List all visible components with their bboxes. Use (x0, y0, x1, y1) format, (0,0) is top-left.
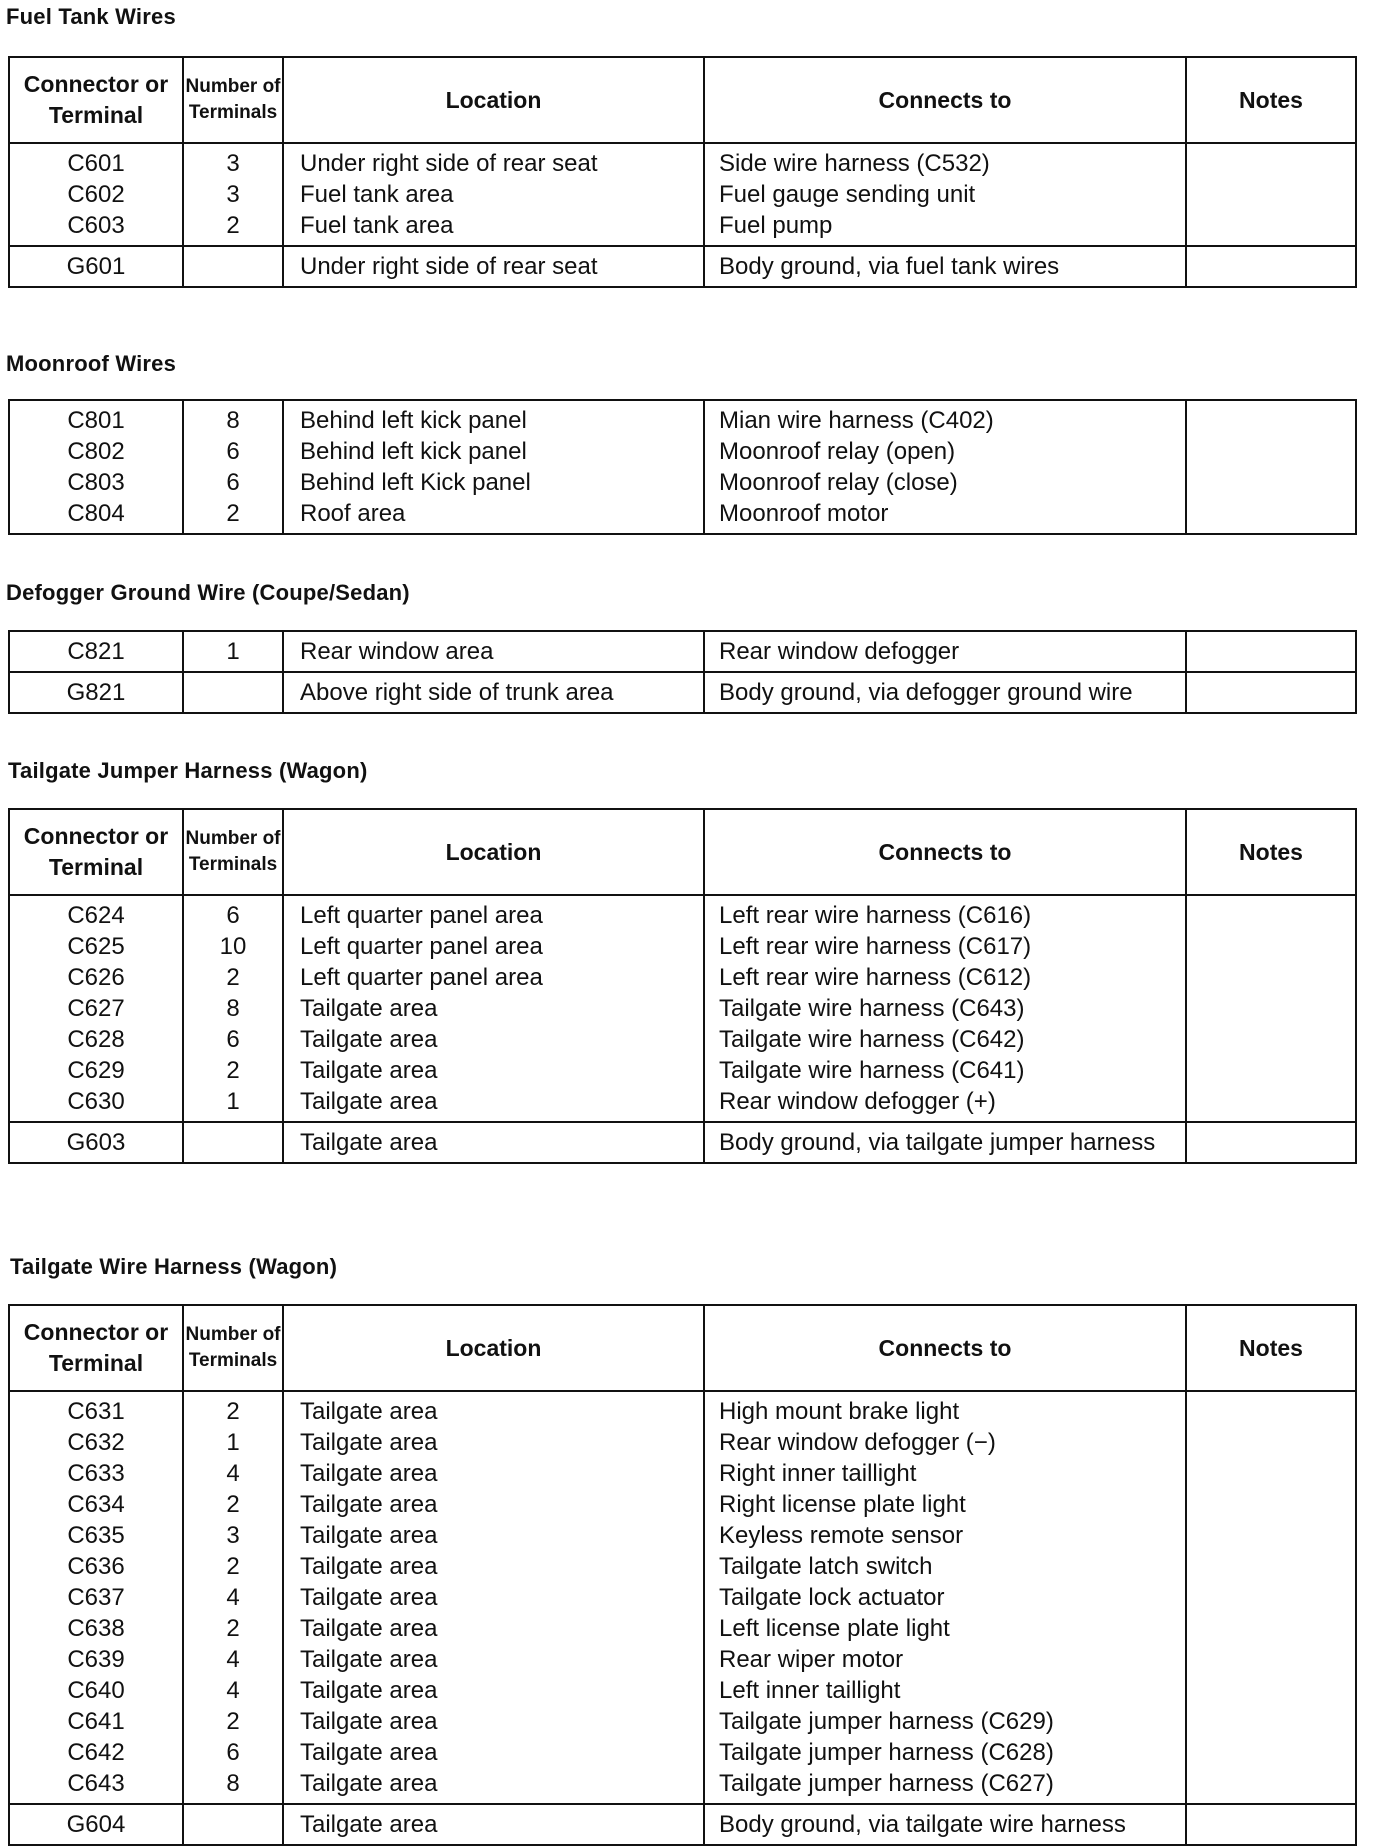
ground-connects-to: Body ground, via fuel tank wires (719, 253, 1060, 280)
notes-cell (1186, 1391, 1356, 1804)
table-row-notes (1187, 1675, 1355, 1706)
table-row-notes (1187, 405, 1355, 436)
table-row-connects-to: Rear window defogger (+) (719, 1088, 996, 1115)
notes-cell (1186, 672, 1356, 713)
wire-table (8, 630, 1357, 714)
header-connector: Connector or Terminal (9, 809, 183, 895)
table-row-connector: C630 (67, 1088, 125, 1115)
table-row-connector: C631 (67, 1398, 125, 1425)
header-connector: Connector or Terminal (9, 1305, 183, 1391)
table-row-notes (1187, 1768, 1355, 1799)
table-row-connector: C625 (67, 933, 125, 960)
table-row-connects-to: Mian wire harness (C402) (719, 407, 994, 434)
section-title: Fuel Tank Wires (6, 4, 176, 29)
location-cell (283, 1122, 704, 1163)
connects-to-cell (704, 1391, 1186, 1804)
connector-rows (9, 400, 1356, 534)
notes-cell (1186, 1122, 1356, 1163)
connector-group (9, 143, 1356, 246)
connector-rows (9, 1391, 1356, 1804)
table-header (9, 809, 1356, 895)
table-row-connects-to: Tailgate wire harness (C642) (719, 1026, 1025, 1053)
table-row-location: Left quarter panel area (300, 933, 543, 960)
table-row-number: 2 (226, 1491, 240, 1518)
table-row-connector: C643 (67, 1770, 125, 1797)
table-row-number: 4 (226, 1646, 240, 1673)
table-row-connector: C801 (67, 407, 125, 434)
connects-to-cell (704, 631, 1186, 672)
table-row-connector: C638 (67, 1615, 125, 1642)
header-notes: Notes (1186, 809, 1356, 895)
table-row-location: Tailgate area (300, 1615, 438, 1642)
connector-cell (9, 631, 183, 672)
table-row-location: Under right side of rear seat (300, 150, 598, 177)
location-cell (283, 672, 704, 713)
terminal-count-cell (183, 400, 283, 534)
ground-connects-to: Body ground, via tailgate jumper harness (719, 1129, 1156, 1156)
connector-cell (9, 895, 183, 1122)
table-row-number: 2 (226, 964, 240, 991)
connector-group (9, 631, 1356, 672)
wire-table (8, 1304, 1357, 1846)
table-row-connector: C603 (67, 212, 125, 239)
header-notes: Notes (1186, 57, 1356, 143)
notes-cell (1186, 631, 1356, 672)
table-row-location: Tailgate area (300, 1088, 438, 1115)
table-row-number: 8 (226, 995, 240, 1022)
header-row (9, 1305, 1356, 1391)
table-row-connector: C642 (67, 1739, 125, 1766)
ground-connector: G604 (66, 1811, 126, 1838)
table-row-notes (1187, 1396, 1355, 1427)
table-row-connects-to: Moonroof relay (close) (719, 469, 958, 496)
ground-group (9, 672, 1356, 713)
table-row-connector: C802 (67, 438, 125, 465)
table-row-connector: C635 (67, 1522, 125, 1549)
connector-rows (9, 895, 1356, 1122)
table-row-connector: C640 (67, 1677, 125, 1704)
connector-group (9, 400, 1356, 534)
table-row-number: 8 (226, 1770, 240, 1797)
table-row-location: Tailgate area (300, 1429, 438, 1456)
table-row-connector: C633 (67, 1460, 125, 1487)
notes-cell (1186, 246, 1356, 287)
table-row-number: 2 (226, 1057, 240, 1084)
table-row-notes (1187, 1737, 1355, 1768)
table-row-connector: C626 (67, 964, 125, 991)
table-row-location: Fuel tank area (300, 212, 454, 239)
location-cell (283, 895, 704, 1122)
notes-cell (1186, 895, 1356, 1122)
table-row-number: 1 (226, 638, 240, 665)
table-row-location: Tailgate area (300, 995, 438, 1022)
table-row-notes (1187, 1458, 1355, 1489)
table-row-notes (1187, 148, 1355, 179)
table-row-location: Left quarter panel area (300, 964, 543, 991)
table-row-connects-to: Keyless remote sensor (719, 1522, 964, 1549)
table-row-connects-to: Moonroof motor (719, 500, 889, 527)
table-row-location: Tailgate area (300, 1026, 438, 1053)
table-row-notes (1187, 436, 1355, 467)
table-row-number: 4 (226, 1460, 240, 1487)
header-row (9, 57, 1356, 143)
connects-to-cell (704, 1804, 1186, 1845)
ground-group (9, 246, 1356, 287)
ground-row (9, 246, 1356, 287)
table-row-notes (1187, 1086, 1355, 1117)
header-number-of-terminals: Number of Terminals (183, 1305, 283, 1391)
header-number-of-terminals: Number of Terminals (183, 809, 283, 895)
table-row-connects-to: Side wire harness (C532) (719, 150, 990, 177)
table-row-connector: C637 (67, 1584, 125, 1611)
header-location: Location (283, 1305, 704, 1391)
wire-table (8, 399, 1357, 535)
connector-group (9, 895, 1356, 1122)
table-row-connector: C639 (67, 1646, 125, 1673)
connector-cell (9, 143, 183, 246)
section-title: Defogger Ground Wire (Coupe/Sedan) (6, 580, 410, 605)
table-row-number: 1 (226, 1429, 240, 1456)
table-row-connects-to: High mount brake light (719, 1398, 960, 1425)
table-row-connector: C601 (67, 150, 125, 177)
table-row-connector: C629 (67, 1057, 125, 1084)
table-row-number: 6 (226, 902, 240, 929)
table-row-location: Roof area (300, 500, 406, 527)
terminal-count-cell (183, 1122, 283, 1163)
table-row-notes (1187, 1613, 1355, 1644)
table-row-connects-to: Left inner taillight (719, 1677, 901, 1704)
table-row-number: 4 (226, 1677, 240, 1704)
table-row-notes (1187, 993, 1355, 1024)
ground-row (9, 1122, 1356, 1163)
terminal-count-cell (183, 143, 283, 246)
table-row-notes (1187, 962, 1355, 993)
table-row-connects-to: Right inner taillight (719, 1460, 917, 1487)
table-row-connects-to: Left rear wire harness (C617) (719, 933, 1032, 960)
table-row-connector: C804 (67, 500, 125, 527)
section-title: Tailgate Jumper Harness (Wagon) (8, 758, 368, 783)
table-row-connects-to: Rear window defogger (719, 638, 960, 665)
table-row-number: 3 (226, 150, 240, 177)
ground-connector: G601 (66, 253, 126, 280)
table-row-connects-to: Left license plate light (719, 1615, 950, 1642)
table-row-notes (1187, 1024, 1355, 1055)
terminal-count-cell (183, 895, 283, 1122)
location-cell (283, 631, 704, 672)
connects-to-cell (704, 672, 1186, 713)
ground-row (9, 1804, 1356, 1845)
table-row-number: 10 (219, 933, 247, 960)
table-row-connects-to: Left rear wire harness (C616) (719, 902, 1032, 929)
table-row-notes (1187, 179, 1355, 210)
table-row-number: 2 (226, 1553, 240, 1580)
ground-location: Tailgate area (300, 1811, 438, 1838)
table-row-connector: C628 (67, 1026, 125, 1053)
connector-cell (9, 1804, 183, 1845)
section-title: Moonroof Wires (6, 351, 177, 376)
table-row-notes (1187, 1520, 1355, 1551)
connects-to-cell (704, 400, 1186, 534)
table-row-number: 2 (226, 1615, 240, 1642)
connects-to-cell (704, 895, 1186, 1122)
notes-cell (1186, 143, 1356, 246)
connector-cell (9, 400, 183, 534)
ground-connector: G603 (66, 1129, 126, 1156)
table-row-number: 6 (226, 438, 240, 465)
table-row-connector: C641 (67, 1708, 125, 1735)
table-row-connects-to: Fuel pump (719, 212, 833, 239)
connector-cell (9, 1391, 183, 1804)
table-row-location: Tailgate area (300, 1646, 438, 1673)
table-row-location: Tailgate area (300, 1584, 438, 1611)
table-row-location: Fuel tank area (300, 181, 454, 208)
table-row-notes (1187, 210, 1355, 241)
table-row-connector: C624 (67, 902, 125, 929)
table-row-location: Tailgate area (300, 1770, 438, 1797)
table-row-connector: C632 (67, 1429, 125, 1456)
table-row-connects-to: Left rear wire harness (C612) (719, 964, 1032, 991)
table-row-number: 3 (226, 1522, 240, 1549)
table-row-connects-to: Moonroof relay (open) (719, 438, 956, 465)
header-location: Location (283, 809, 704, 895)
table-row-connector: C634 (67, 1491, 125, 1518)
table-row-notes (1187, 1644, 1355, 1675)
location-cell (283, 1391, 704, 1804)
header-connector: Connector or Terminal (9, 57, 183, 143)
table-row-location: Tailgate area (300, 1491, 438, 1518)
terminal-count-cell (183, 1391, 283, 1804)
table-row-number: 6 (226, 1026, 240, 1053)
ground-connects-to: Body ground, via defogger ground wire (719, 679, 1133, 706)
connector-rows (9, 143, 1356, 246)
table-row-notes (1187, 1706, 1355, 1737)
terminal-count-cell (183, 631, 283, 672)
terminal-count-cell (183, 672, 283, 713)
table-row-location: Tailgate area (300, 1553, 438, 1580)
table-row-connects-to: Tailgate jumper harness (C628) (719, 1739, 1054, 1766)
table-row-connects-to: Tailgate wire harness (C641) (719, 1057, 1025, 1084)
header-location: Location (283, 57, 704, 143)
table-row-connector: C627 (67, 995, 125, 1022)
header-connects-to: Connects to (704, 57, 1186, 143)
table-row-number: 3 (226, 181, 240, 208)
table-row-notes (1187, 1582, 1355, 1613)
table-row-connector: C821 (67, 638, 125, 665)
table-row-location: Tailgate area (300, 1460, 438, 1487)
table-row-notes (1187, 931, 1355, 962)
header-connects-to: Connects to (704, 809, 1186, 895)
table-row-connector: C636 (67, 1553, 125, 1580)
table-row-location: Tailgate area (300, 1398, 438, 1425)
table-row-location: Left quarter panel area (300, 902, 543, 929)
table-row-location: Tailgate area (300, 1057, 438, 1084)
table-row-notes (1187, 498, 1355, 529)
table-row-location: Tailgate area (300, 1739, 438, 1766)
table-row-location: Behind left Kick panel (300, 469, 531, 496)
table-row-connects-to: Rear wiper motor (719, 1646, 904, 1673)
header-row (9, 809, 1356, 895)
table-row-connects-to: Tailgate jumper harness (C629) (719, 1708, 1054, 1735)
table-header (9, 57, 1356, 143)
ground-location: Under right side of rear seat (300, 253, 598, 280)
table-row-notes (1187, 636, 1355, 667)
table-row-location: Rear window area (300, 638, 494, 665)
table-row-number: 8 (226, 407, 240, 434)
table-row-connects-to: Right license plate light (719, 1491, 966, 1518)
table-row-connector: C803 (67, 469, 125, 496)
table-row-connects-to: Tailgate jumper harness (C627) (719, 1770, 1054, 1797)
table-row-location: Behind left kick panel (300, 438, 527, 465)
table-row-location: Tailgate area (300, 1708, 438, 1735)
table-row-number: 2 (226, 1708, 240, 1735)
table-row-number: 1 (226, 1088, 240, 1115)
ground-connects-to: Body ground, via tailgate wire harness (719, 1811, 1126, 1838)
table-row-location: Tailgate area (300, 1522, 438, 1549)
notes-cell (1186, 1804, 1356, 1845)
section-title: Tailgate Wire Harness (Wagon) (10, 1254, 338, 1279)
table-row-notes (1187, 1055, 1355, 1086)
ground-group (9, 1122, 1356, 1163)
wire-table (8, 56, 1357, 288)
table-row-notes (1187, 1489, 1355, 1520)
table-row-number: 6 (226, 1739, 240, 1766)
terminal-count-cell (183, 1804, 283, 1845)
table-row-location: Tailgate area (300, 1677, 438, 1704)
ground-location: Tailgate area (300, 1129, 438, 1156)
location-cell (283, 400, 704, 534)
table-row-connector: C602 (67, 181, 125, 208)
table-row-connects-to: Tailgate latch switch (719, 1553, 933, 1580)
header-number-of-terminals: Number of Terminals (183, 57, 283, 143)
table-row-number: 2 (226, 1398, 240, 1425)
connector-group (9, 1391, 1356, 1804)
connector-rows (9, 631, 1356, 672)
table-row-number: 2 (226, 500, 240, 527)
notes-cell (1186, 400, 1356, 534)
table-row-connects-to: Tailgate wire harness (C643) (719, 995, 1025, 1022)
connects-to-cell (704, 246, 1186, 287)
table-row-number: 4 (226, 1584, 240, 1611)
header-connects-to: Connects to (704, 1305, 1186, 1391)
table-row-notes (1187, 900, 1355, 931)
table-header (9, 1305, 1356, 1391)
ground-row (9, 672, 1356, 713)
connector-cell (9, 246, 183, 287)
table-row-connects-to: Tailgate lock actuator (719, 1584, 945, 1611)
ground-location: Above right side of trunk area (300, 679, 614, 706)
connects-to-cell (704, 143, 1186, 246)
table-row-location: Behind left kick panel (300, 407, 527, 434)
table-row-notes (1187, 1551, 1355, 1582)
table-row-number: 6 (226, 469, 240, 496)
table-row-notes (1187, 1427, 1355, 1458)
table-row-connects-to: Rear window defogger (−) (719, 1429, 996, 1456)
terminal-count-cell (183, 246, 283, 287)
connects-to-cell (704, 1122, 1186, 1163)
location-cell (283, 1804, 704, 1845)
location-cell (283, 143, 704, 246)
table-row-notes (1187, 467, 1355, 498)
wire-table (8, 808, 1357, 1164)
ground-group (9, 1804, 1356, 1845)
table-row-number: 2 (226, 212, 240, 239)
connector-cell (9, 672, 183, 713)
connector-cell (9, 1122, 183, 1163)
header-notes: Notes (1186, 1305, 1356, 1391)
ground-connector: G821 (66, 679, 126, 706)
location-cell (283, 246, 704, 287)
table-row-connects-to: Fuel gauge sending unit (719, 181, 976, 208)
